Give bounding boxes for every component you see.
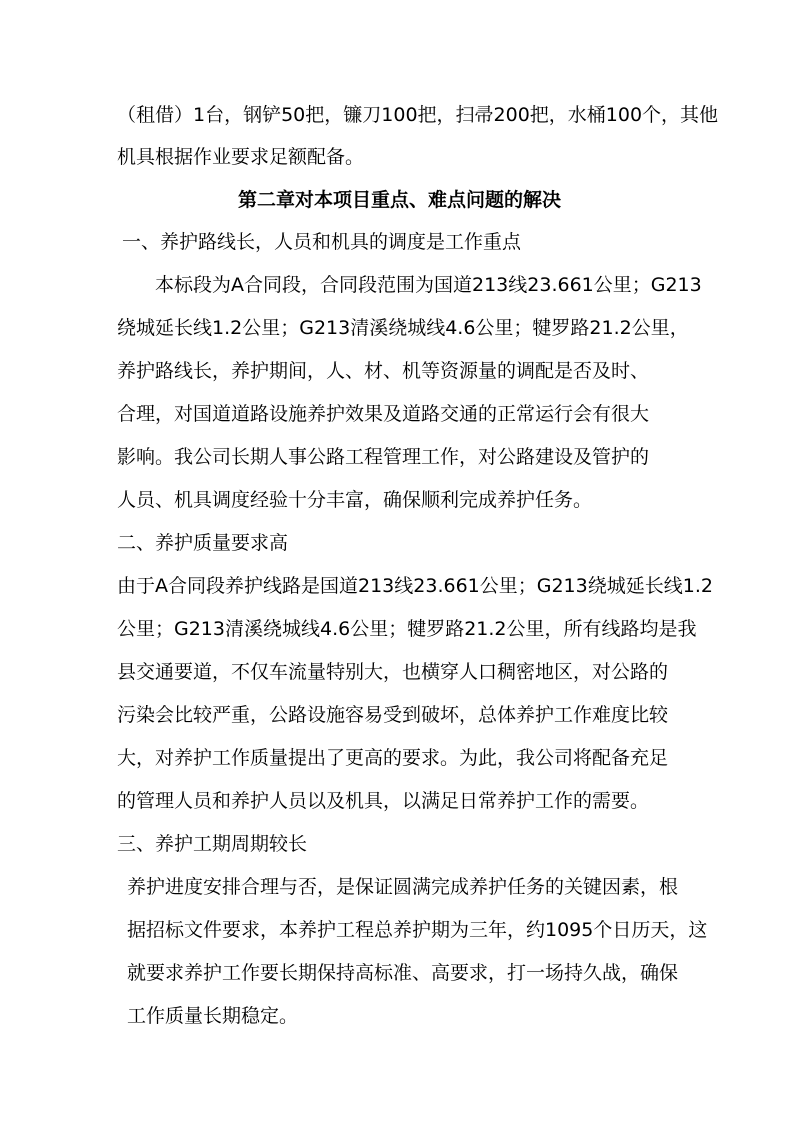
- paragraph-line: 机具根据作业要求足额配备。: [117, 146, 365, 168]
- paragraph-line: 绕城延长线1.2公里；G213清溪绕城线4.6公里；犍罗路21.2公里，: [117, 317, 689, 339]
- section-heading: 三、养护工期周期较长: [117, 833, 308, 855]
- paragraph-line: 影响。我公司长期人事公路工程管理工作，对公路建设及管护的: [117, 446, 650, 468]
- chapter-title: 第二章对本项目重点、难点问题的解决: [238, 189, 562, 211]
- paragraph-line: 养护路线长，养护期间，人、材、机等资源量的调配是否及时、: [117, 360, 650, 382]
- paragraph-line: 人员、机具调度经验十分丰富，确保顺利完成养护任务。: [117, 489, 593, 511]
- section-heading: 一、养护路线长，人员和机具的调度是工作重点: [122, 231, 522, 253]
- paragraph-line: 县交通要道，不仅车流量特别大，也横穿人口稠密地区，对公路的: [117, 661, 669, 683]
- paragraph-line: 的管理人员和养护人员以及机具，以满足日常养护工作的需要。: [117, 790, 650, 812]
- paragraph-line: 据招标文件要求，本养护工程总养护期为三年，约1095个日历天，这: [127, 919, 708, 941]
- paragraph-line: 公里；G213清溪绕城线4.6公里；犍罗路21.2公里，所有线路均是我: [117, 618, 697, 640]
- paragraph-line: 大，对养护工作质量提出了更高的要求。为此，我公司将配备充足: [117, 747, 669, 769]
- paragraph-line: 污染会比较严重，公路设施容易受到破坏，总体养护工作难度比较: [117, 704, 669, 726]
- paragraph-line: 合理，对国道道路设施养护效果及道路交通的正常运行会有很大: [117, 403, 650, 425]
- section-heading: 二、养护质量要求高: [117, 532, 289, 554]
- paragraph-line: 养护进度安排合理与否，是保证圆满完成养护任务的关键因素，根: [127, 876, 679, 898]
- paragraph-line: 本标段为A合同段，合同段范围为国道213线23.661公里；G213: [155, 274, 702, 296]
- paragraph-line: 由于A合同段养护线路是国道213线23.661公里；G213绕城延长线1.2: [117, 575, 713, 597]
- paragraph-line: 工作质量长期稳定。: [127, 1005, 299, 1027]
- paragraph-line: （租借）1台，钢铲50把，镰刀100把，扫帚200把，水桶100个，其他: [117, 104, 719, 126]
- paragraph-line: 就要求养护工作要长期保持高标准、高要求，打一场持久战，确保: [127, 962, 679, 984]
